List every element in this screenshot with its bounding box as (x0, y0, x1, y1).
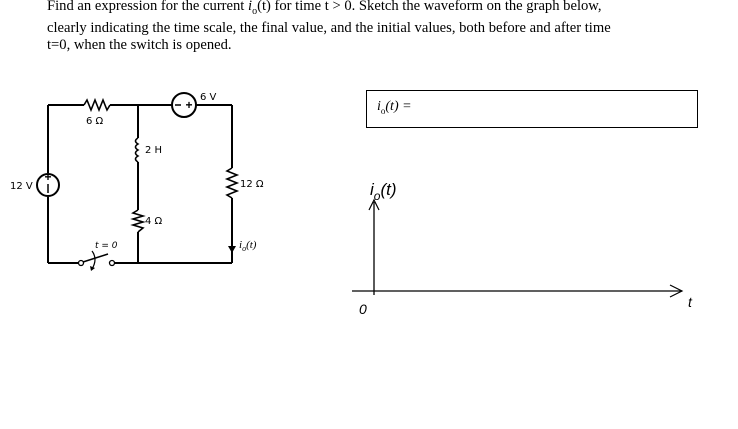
svg-text:+: + (185, 98, 193, 112)
voltage-source-6v (172, 93, 196, 117)
problem-statement (47, 0, 687, 54)
problem-line-2: clearly indicating the time scale, the final value, and the initial values, both before and after time (47, 19, 611, 36)
answer-box[interactable]: $i_o(t)$ = (366, 90, 698, 128)
source-top-label: 6 V (200, 92, 217, 103)
origin-label: 0 (359, 301, 367, 317)
svg-text:+: + (44, 170, 52, 184)
resistor-6-label: 6 Ω (86, 116, 104, 127)
resistor-4-label: 4 Ω (145, 216, 163, 227)
resistor-6-ohm (84, 100, 110, 110)
inductor-2h (136, 138, 139, 162)
x-axis-label: t (688, 294, 692, 310)
waveform-graph[interactable] (330, 170, 700, 330)
resistor-12-label: 12 Ω (240, 179, 264, 190)
switch-label: t = 0 (95, 241, 118, 251)
inductor-label: 2 H (145, 145, 163, 156)
circuit-diagram (0, 82, 300, 282)
source-left-label: 12 V (10, 181, 33, 192)
voltage-source-12v (37, 170, 59, 196)
current-label: $i_o(t)$ (239, 239, 257, 253)
y-axis-label: $i_o(t)$ (370, 180, 397, 203)
switch (79, 251, 115, 271)
problem-line-1: Find an expression for the current $i_o(t)$ for time t > 0. Sketch the waveform on the graph below, (47, 0, 602, 17)
resistor-12-ohm (227, 168, 237, 198)
problem-line-3: t=0, when the switch is opened. (47, 36, 232, 53)
resistor-4-ohm (133, 210, 143, 232)
